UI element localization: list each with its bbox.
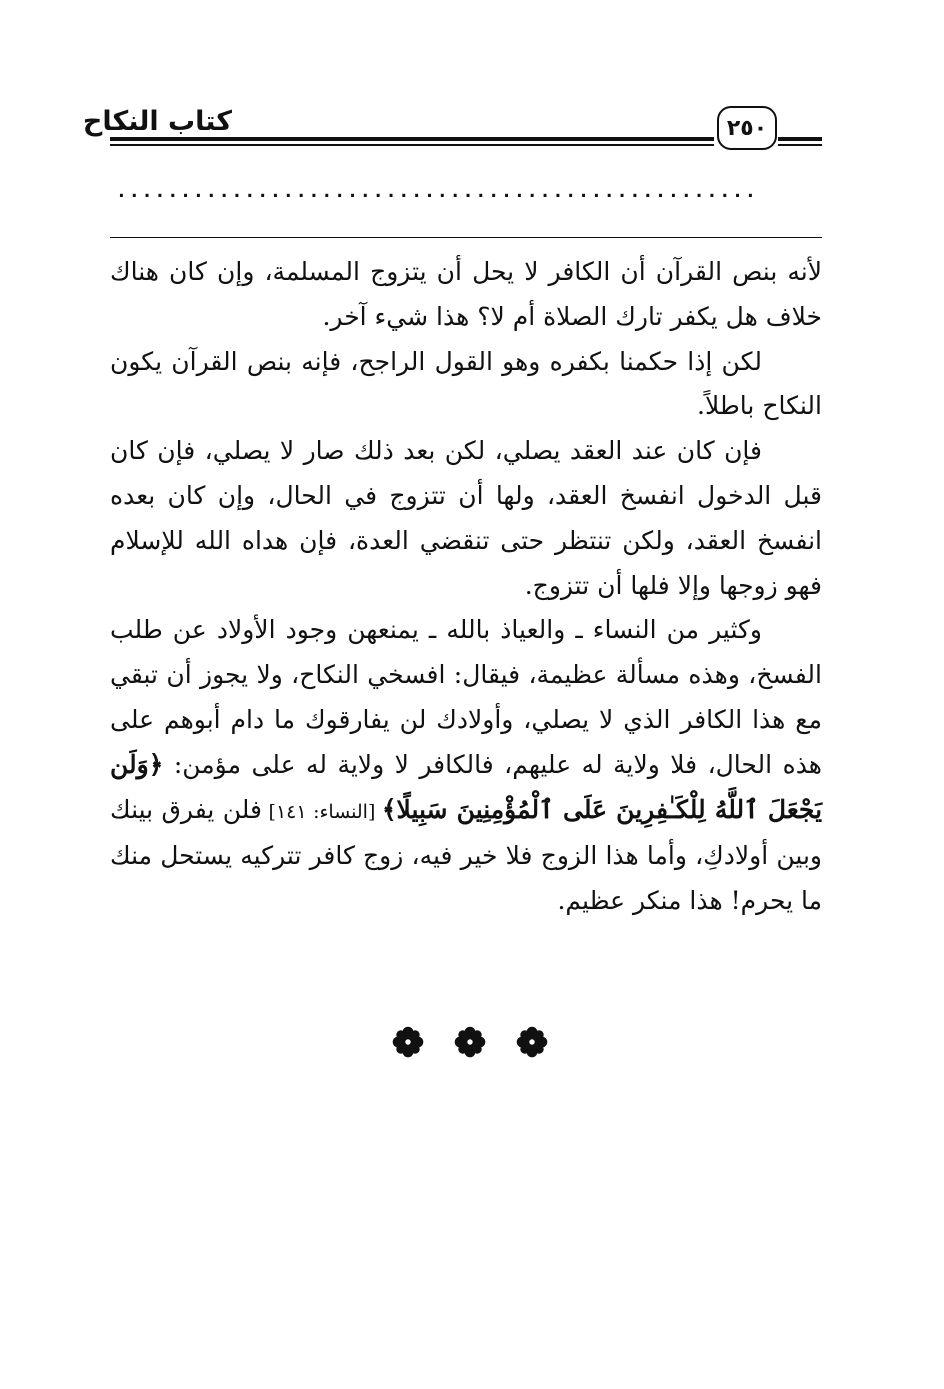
body-text (110, 250, 822, 924)
paragraph: لأنه بنص القرآن أن الكافر لا يحل أن يتزوج المسلمة، وإن كان هناك خلاف هل يكفر تارك الصلاة أم لا؟ هذا شيء آخر. (110, 257, 822, 331)
verse-reference: [النساء: ١٤١] (262, 800, 382, 823)
section-end-ornaments (390, 1022, 550, 1062)
header-rule-right-thick (778, 137, 822, 141)
book-title: كتاب النكاح (82, 106, 232, 137)
page-header (82, 100, 822, 160)
quran-verse: ﴿وَلَن يَجْعَلَ ٱللَّهُ لِلْكَـٰفِرِينَ عَلَى ٱلْمُؤْمِنِينَ سَبِيلًا﴾ (110, 749, 823, 824)
page-number: ٢٥٠ (717, 106, 777, 150)
flower-ornament-icon (390, 1024, 426, 1060)
header-rule-thin (110, 144, 714, 146)
section-divider (110, 237, 822, 238)
footnote-dots: .................................................. (116, 181, 758, 202)
flower-ornament-icon (514, 1024, 550, 1060)
paragraph: فإن كان عند العقد يصلي، لكن بعد ذلك صار لا يصلي، فإن كان قبل الدخول انفسخ العقد، ولها أن تتزوج في الحال، وإن كان بعده انفسخ العقد، ولكن تنتظر حتى تنقضي العدة، فإن هداه الله للإسلام فهو زوجها وإلا فلها أن تتزوج. (110, 436, 822, 600)
paragraph: لكن إذا حكمنا بكفره وهو القول الراجح، فإنه بنص القرآن يكون النكاح باطلاً. (110, 346, 822, 421)
paragraph-text: فلن يفرق بينك وبين أولادكِ، وأما هذا الزوج فلا خير فيه، زوج كافر تتركيه يستحل منك ما يحرم! هذا منكر عظيم. (110, 794, 822, 916)
paragraph (110, 608, 822, 924)
paragraph-text: وكثير من النساء ـ والعياذ بالله ـ يمنعهن وجود الأولاد عن طلب الفسخ، وهذه مسألة عظيمة، فيقال: افسخي النكاح، ولا يجوز أن تبقي مع هذا الكافر الذي لا يصلي، وأولادك لن يفارقوك ما دام أبوهم على هذه الحال، فلا ولاية له عليهم، فالكافر لا ولاية له على مؤمن: (110, 615, 822, 779)
header-rule-thick (110, 137, 714, 141)
header-rule-right-thin (778, 144, 822, 146)
flower-ornament-icon (452, 1024, 488, 1060)
